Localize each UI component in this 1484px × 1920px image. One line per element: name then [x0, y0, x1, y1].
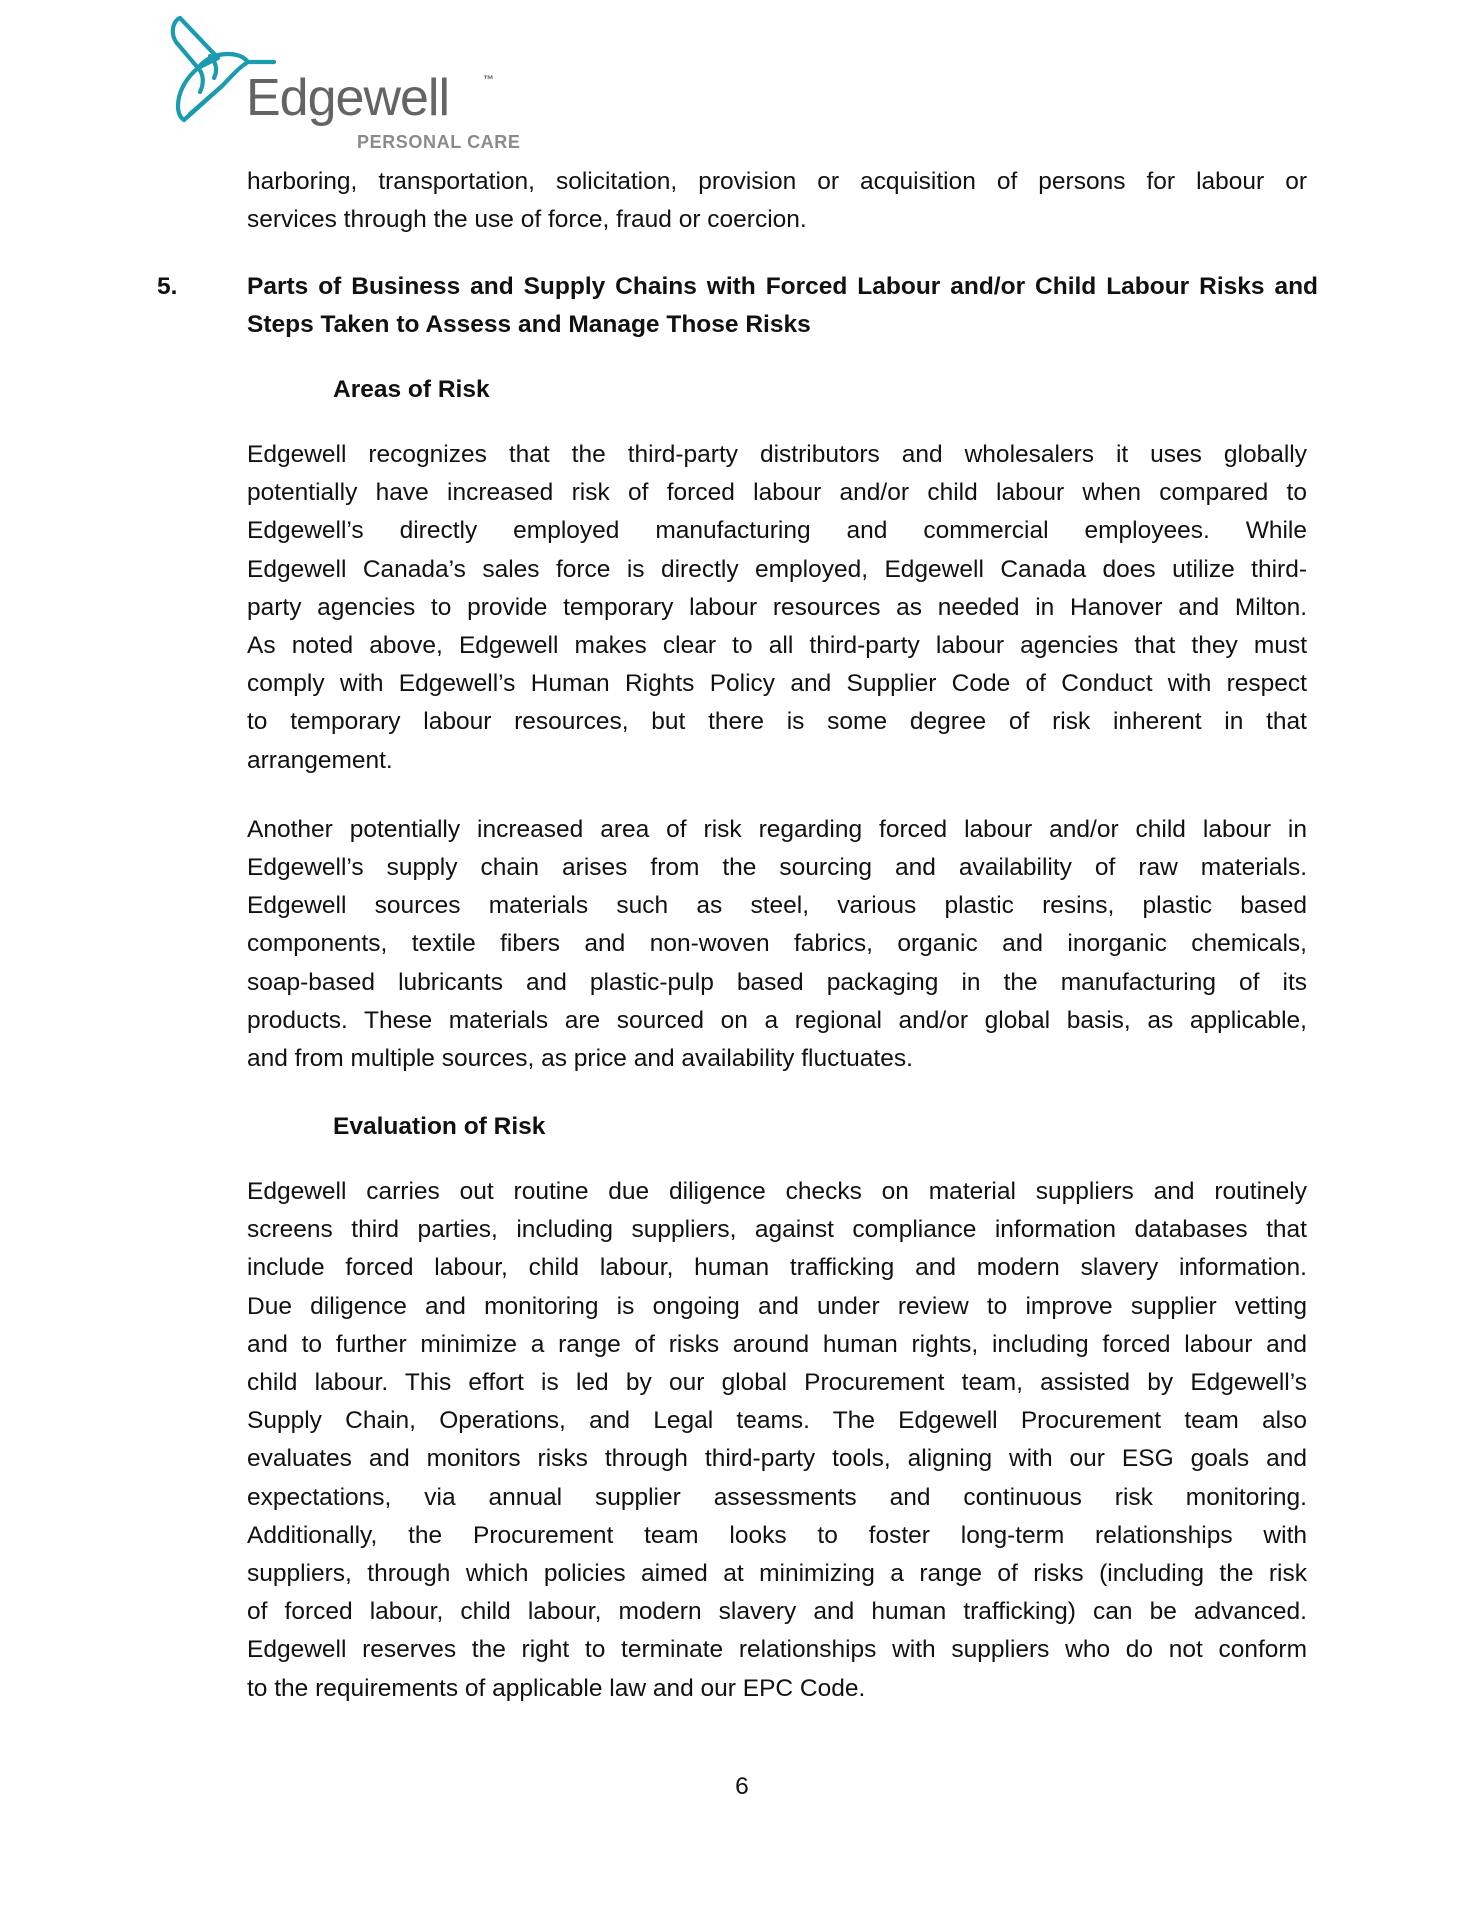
intro-line: harboring, transportation, solicitation, provision or acquisition of persons for labour or [247, 168, 1307, 195]
section-title-line: Parts of Business and Supply Chains with Forced Labour and/or Child Labour Risks and [247, 273, 1318, 300]
paragraph-line: child labour. This effort is led by our global Procurement team, assisted by Edgewell’s [247, 1369, 1307, 1396]
section-title-line: Steps Taken to Assess and Manage Those Risks [247, 311, 811, 338]
paragraph-line: potentially have increased risk of forced labour and/or child labour when compared to [247, 479, 1307, 506]
paragraph-line: arrangement. [247, 747, 393, 774]
paragraph-line: Edgewell reserves the right to terminate relationships with suppliers who do not conform [247, 1636, 1307, 1663]
paragraph-line: to temporary labour resources, but there is some degree of risk inherent in that [247, 708, 1307, 735]
paragraph-line: and to further minimize a range of risks around human rights, including forced labour and [247, 1331, 1307, 1358]
paragraph-line: products. These materials are sourced on a regional and/or global basis, as applicable, [247, 1007, 1307, 1034]
paragraph-line: Edgewell’s directly employed manufacturing and commercial employees. While [247, 517, 1307, 544]
paragraph-line: Edgewell’s supply chain arises from the sourcing and availability of raw materials. [247, 854, 1307, 881]
page-number: 6 [735, 1773, 749, 1800]
paragraph-line: Edgewell recognizes that the third-party distributors and wholesalers it uses globally [247, 441, 1307, 468]
paragraph-line: Edgewell carries out routine due diligence checks on material suppliers and routinely [247, 1178, 1307, 1205]
paragraph-line: Supply Chain, Operations, and Legal teams. The Edgewell Procurement team also [247, 1407, 1307, 1434]
subheading-areas-of-risk: Areas of Risk [333, 376, 490, 403]
paragraph-line: Edgewell Canada’s sales force is directly employed, Edgewell Canada does utilize third- [247, 556, 1307, 583]
paragraph-line: As noted above, Edgewell makes clear to all third-party labour agencies that they must [247, 632, 1307, 659]
paragraph-line: Edgewell sources materials such as steel, various plastic resins, plastic based [247, 892, 1307, 919]
section-number: 5. [157, 273, 178, 300]
paragraph-line: soap-based lubricants and plastic-pulp based packaging in the manufacturing of its [247, 969, 1307, 996]
paragraph-line: and from multiple sources, as price and availability fluctuates. [247, 1045, 913, 1072]
paragraph-line: Due diligence and monitoring is ongoing and under review to improve supplier vetting [247, 1293, 1307, 1320]
paragraph-line: components, textile fibers and non-woven fabrics, organic and inorganic chemicals, [247, 930, 1307, 957]
intro-line: services through the use of force, fraud or coercion. [247, 206, 807, 233]
paragraph-line: evaluates and monitors risks through third-party tools, aligning with our ESG goals and [247, 1445, 1307, 1472]
subheading-evaluation-of-risk: Evaluation of Risk [333, 1113, 546, 1140]
logo-tagline: PERSONAL CARE [357, 132, 521, 152]
paragraph-line: screens third parties, including suppliers, against compliance information databases that [247, 1216, 1307, 1243]
paragraph-line: include forced labour, child labour, human trafficking and modern slavery information. [247, 1254, 1307, 1281]
paragraph-line: to the requirements of applicable law and our EPC Code. [247, 1675, 866, 1702]
logo-wordmark: Edgewell [246, 69, 450, 127]
edgewell-logo [168, 14, 548, 159]
paragraph-line: of forced labour, child labour, modern slavery and human trafficking) can be advanced. [247, 1598, 1307, 1625]
paragraph-line: suppliers, through which policies aimed at minimizing a range of risks (including the risk [247, 1560, 1307, 1587]
paragraph-line: party agencies to provide temporary labour resources as needed in Hanover and Milton. [247, 594, 1307, 621]
paragraph-line: Additionally, the Procurement team looks to foster long-term relationships with [247, 1522, 1307, 1549]
paragraph-line: comply with Edgewell’s Human Rights Policy and Supplier Code of Conduct with respect [247, 670, 1307, 697]
paragraph-line: Another potentially increased area of risk regarding forced labour and/or child labour in [247, 816, 1307, 843]
trademark-symbol: ™ [483, 74, 494, 86]
paragraph-line: expectations, via annual supplier assessments and continuous risk monitoring. [247, 1484, 1307, 1511]
